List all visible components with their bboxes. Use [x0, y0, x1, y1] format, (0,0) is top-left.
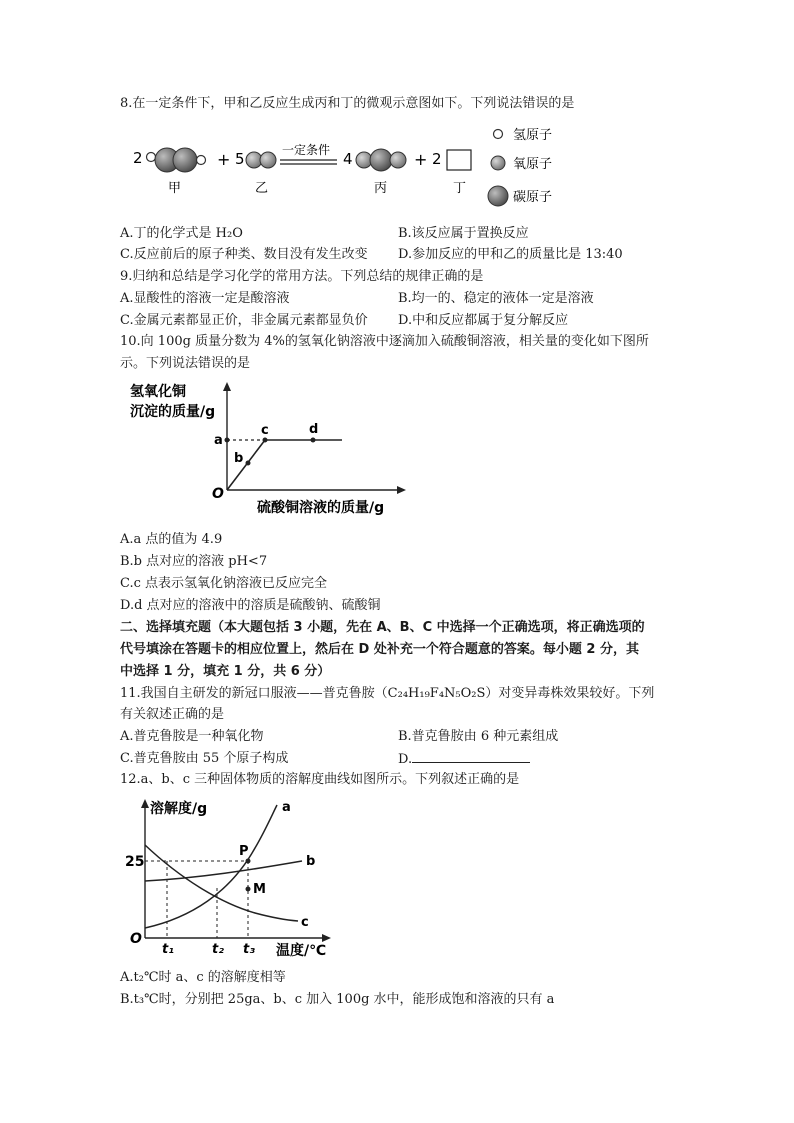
- q12-point-p: [246, 859, 251, 864]
- plus-2: +: [414, 150, 428, 169]
- q12-label-p: P: [239, 844, 249, 859]
- q9-option-a: A.显酸性的溶液一定是酸溶液: [120, 291, 290, 306]
- legend-hydrogen: 氢原子: [513, 128, 553, 143]
- q12-x-tick-t2: t₂: [212, 942, 224, 957]
- q12-option-a: A.t₂℃时 a、c 的溶解度相等: [120, 970, 286, 985]
- q12-curve-a: [145, 805, 277, 928]
- q8-option-b: B.该反应属于置换反应: [398, 226, 529, 241]
- q10-option-a: A.a 点的值为 4.9: [120, 532, 223, 547]
- q12-x-tick-t3: t₃: [243, 942, 255, 957]
- molecule-jia: [147, 148, 206, 172]
- oxygen-legend-icon: [491, 156, 505, 170]
- molecule-bing: [356, 149, 406, 171]
- q9-option-d: D.中和反应都属于复分解反应: [398, 313, 569, 328]
- q12-curve-b: [145, 861, 302, 881]
- q12-point-m: [246, 887, 251, 892]
- q11-option-a: A.普克鲁胺是一种氧化物: [120, 729, 264, 744]
- label-bing: 丙: [374, 181, 388, 196]
- carbon-legend-icon: [488, 186, 508, 206]
- q10-label-c: c: [261, 423, 269, 438]
- label-ding: 丁: [453, 181, 467, 196]
- q10-stem-line1: 10.向 100g 质量分数为 4%的氢氧化钠溶液中逐滴加入硫酸铜溶液，相关量的变化如下图所: [120, 334, 649, 349]
- label-yi: 乙: [255, 181, 269, 196]
- q10-point-d: [311, 438, 316, 443]
- q12-ylabel: 溶解度/g: [150, 801, 208, 817]
- q10-precipitate-graph: [120, 378, 410, 523]
- q11-answer-blank: [412, 750, 530, 763]
- q8-stem: 8.在一定条件下，甲和乙反应生成丙和丁的微观示意图如下。下列说法错误的是: [120, 96, 575, 111]
- section2-line3: 中选择 1 分，填充 1 分，共 6 分）: [120, 664, 331, 679]
- q10-ylabel-line2: 沉淀的质量/g: [130, 404, 216, 420]
- q8-reaction-diagram: [125, 122, 595, 214]
- q12-y-tick-25: 25: [125, 854, 145, 870]
- hydrogen-legend-icon: [494, 130, 503, 139]
- q12-origin: O: [130, 931, 142, 947]
- q10-label-a: a: [214, 433, 223, 448]
- q12-curve-label-c: c: [301, 915, 309, 930]
- q12-curve-label-b: b: [306, 854, 316, 869]
- coef-ding: 2: [432, 150, 442, 168]
- q8-option-a: A.丁的化学式是 H₂O: [120, 226, 243, 241]
- q10-stem-line2: 示。下列说法错误的是: [120, 356, 251, 371]
- q10-label-d: d: [309, 422, 319, 437]
- q8-option-c: C.反应前后的原子种类、数目没有发生改变: [120, 247, 368, 262]
- label-jia: 甲: [168, 181, 182, 196]
- unknown-box: [447, 150, 471, 170]
- coef-jia: 2: [133, 149, 143, 167]
- q10-option-c: C.c 点表示氢氧化钠溶液已反应完全: [120, 576, 328, 591]
- plus-1: +: [217, 150, 231, 169]
- q11-stem-line1: 11.我国自主研发的新冠口服液——普克鲁胺（C₂₄H₁₉F₄N₅O₂S）对变异毒株效果较好。下列: [120, 686, 655, 701]
- q9-stem: 9.归纳和总结是学习化学的常用方法。下列总结的规律正确的是: [120, 269, 484, 284]
- molecule-yi: [246, 152, 276, 168]
- q10-point-c: [263, 438, 268, 443]
- legend-oxygen: 氧原子: [513, 157, 553, 172]
- q11-option-c: C.普克鲁胺由 55 个原子构成: [120, 751, 289, 766]
- coef-bing: 4: [343, 150, 353, 168]
- q9-option-b: B.均一的、稳定的液体一定是溶液: [398, 291, 594, 306]
- q12-curve-label-a: a: [282, 800, 291, 815]
- legend-carbon: 碳原子: [513, 190, 553, 205]
- q10-option-b: B.b 点对应的溶液 pH<7: [120, 554, 268, 569]
- condition-label: 一定条件: [282, 143, 331, 157]
- q9-option-c: C.金属元素都显正价，非金属元素都显负价: [120, 313, 368, 328]
- q12-xlabel: 温度/℃: [276, 943, 327, 959]
- coef-yi: 5: [235, 150, 245, 168]
- q12-curve-c: [145, 845, 298, 921]
- q10-xlabel: 硫酸铜溶液的质量/g: [257, 500, 385, 516]
- q11-option-d: D.: [398, 750, 530, 769]
- q12-solubility-graph: [120, 793, 340, 965]
- q12-option-b: B.t₃℃时，分别把 25ga、b、c 加入 100g 水中，能形成饱和溶液的只有 a: [120, 992, 555, 1007]
- q10-label-b: b: [234, 451, 244, 466]
- section2-line1: 二、选择填充题（本大题包括 3 小题，先在 A、B、C 中选择一个正确选项，将正确选项的: [120, 620, 645, 635]
- q11-option-b: B.普克鲁胺由 6 种元素组成: [398, 729, 559, 744]
- q12-label-m: M: [253, 882, 266, 897]
- q10-ylabel-line1: 氢氧化铜: [130, 384, 186, 400]
- q12-stem: 12.a、b、c 三种固体物质的溶解度曲线如图所示。下列叙述正确的是: [120, 772, 520, 787]
- q12-x-tick-t1: t₁: [162, 942, 174, 957]
- q10-point-a: [225, 438, 230, 443]
- q10-option-d: D.d 点对应的溶液中的溶质是硫酸钠、硫酸铜: [120, 598, 381, 613]
- section2-line2: 代号填涂在答题卡的相应位置上，然后在 D 处补充一个符合题意的答案。每小题 2 分，其: [120, 642, 639, 657]
- q10-origin: O: [212, 486, 224, 502]
- q11-stem-line2: 有关叙述正确的是: [120, 707, 225, 722]
- q10-point-b: [246, 461, 251, 466]
- q8-option-d: D.参加反应的甲和乙的质量比是 13:40: [398, 247, 623, 262]
